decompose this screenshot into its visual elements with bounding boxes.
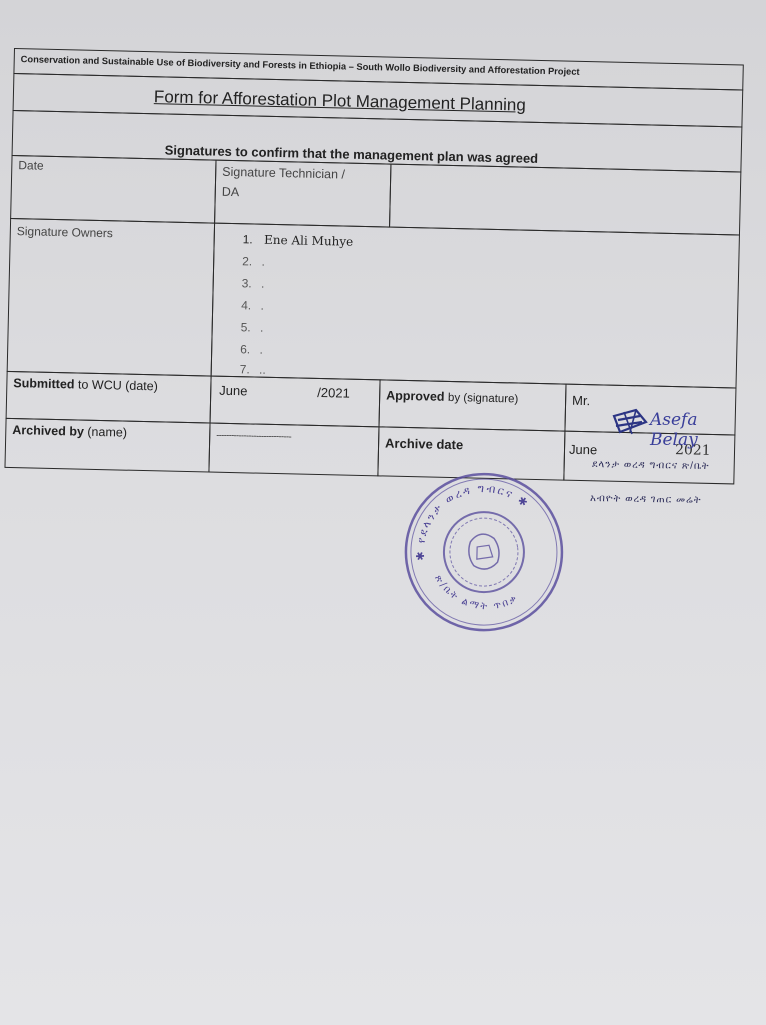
owner-name: . bbox=[261, 254, 266, 269]
submitted-date-cell bbox=[210, 376, 381, 428]
official-seal bbox=[391, 459, 577, 645]
owner-number: 5. bbox=[240, 320, 251, 335]
owner-name: . bbox=[259, 320, 264, 335]
technician-label: Signature Technician / bbox=[222, 164, 346, 182]
technician-label-da: DA bbox=[221, 184, 240, 200]
owner-name: . bbox=[259, 342, 264, 357]
owner-number: 1. bbox=[242, 232, 253, 247]
archive-year: 2021 bbox=[674, 442, 711, 459]
owner-item bbox=[241, 298, 264, 313]
archive-date-label: Archive date bbox=[384, 435, 464, 453]
technician-signature-cell bbox=[389, 164, 741, 236]
archived-name-cell bbox=[208, 423, 379, 477]
owner-number: 7. bbox=[239, 362, 250, 377]
approved-label-bold: Approved bbox=[386, 388, 445, 404]
owner-item bbox=[242, 254, 265, 269]
owners-label-cell bbox=[7, 218, 215, 377]
archived-label-cell bbox=[4, 418, 210, 473]
owners-label: Signature Owners bbox=[16, 224, 114, 241]
archived-label-bold: Archived by bbox=[12, 423, 85, 439]
submitted-label bbox=[13, 376, 158, 393]
owner-item bbox=[240, 362, 266, 377]
date-label: Date bbox=[18, 158, 44, 173]
owner-item bbox=[240, 342, 263, 357]
owners-list-cell bbox=[211, 223, 740, 389]
technician-cell bbox=[214, 160, 391, 228]
seal-icon bbox=[391, 459, 577, 645]
submitted-year: /2021 bbox=[317, 384, 350, 401]
form-title: Form for Afforestation Plot Management Planning bbox=[153, 87, 527, 115]
owner-number: 4. bbox=[241, 298, 252, 313]
svg-text:✱ የደላንታ ወረዳ ግብርና ✱: ✱ የደላንታ ወረዳ ግብርና ✱ bbox=[413, 481, 532, 562]
archived-label bbox=[12, 423, 127, 440]
owner-item bbox=[243, 232, 354, 249]
owner-name: . bbox=[260, 276, 265, 291]
signatures-heading: Signatures to confirm that the management plan was agreed bbox=[164, 142, 539, 166]
approved-label bbox=[386, 389, 518, 406]
submitted-label-cell bbox=[6, 371, 212, 424]
owner-name: Ene Ali Muhye bbox=[263, 232, 354, 249]
handwritten-amharic-note-2: አብዮት ወረዳ ገጠር መሬት bbox=[589, 493, 702, 506]
mr-label: Mr. bbox=[571, 392, 591, 409]
owner-name: .. bbox=[258, 362, 266, 377]
owner-item bbox=[242, 276, 265, 291]
submitted-label-rest: to WCU (date) bbox=[77, 377, 159, 394]
handwritten-amharic-note: ደላንታ ወረዳ ግብርና ጽ/ቤት bbox=[591, 458, 710, 473]
archived-label-rest: (name) bbox=[87, 424, 128, 440]
owner-number: 6. bbox=[240, 342, 251, 357]
owner-name: . bbox=[260, 298, 265, 313]
owner-item bbox=[241, 320, 264, 335]
approved-label-cell bbox=[378, 379, 566, 431]
project-name: Conservation and Sustainable Use of Biodiversity and Forests in Ethiopia – South Wollo Biodiversity and Afforestation Project bbox=[20, 54, 580, 77]
owner-number: 2. bbox=[242, 254, 253, 269]
archived-blank-line: ------------------------------ bbox=[216, 429, 292, 442]
approver-signature bbox=[606, 404, 740, 464]
submitted-month: June bbox=[219, 382, 248, 399]
date-cell bbox=[10, 155, 216, 224]
owner-number: 3. bbox=[241, 276, 252, 291]
svg-text:ጽ/ቤት ልማት ጥበቃ: ጽ/ቤት ልማት ጥበቃ bbox=[432, 573, 521, 613]
approved-label-rest: by (signature) bbox=[447, 391, 519, 406]
archive-month: June bbox=[568, 441, 598, 458]
signature-text: Asefa Belay bbox=[650, 410, 698, 450]
submitted-label-bold: Submitted bbox=[13, 376, 75, 392]
